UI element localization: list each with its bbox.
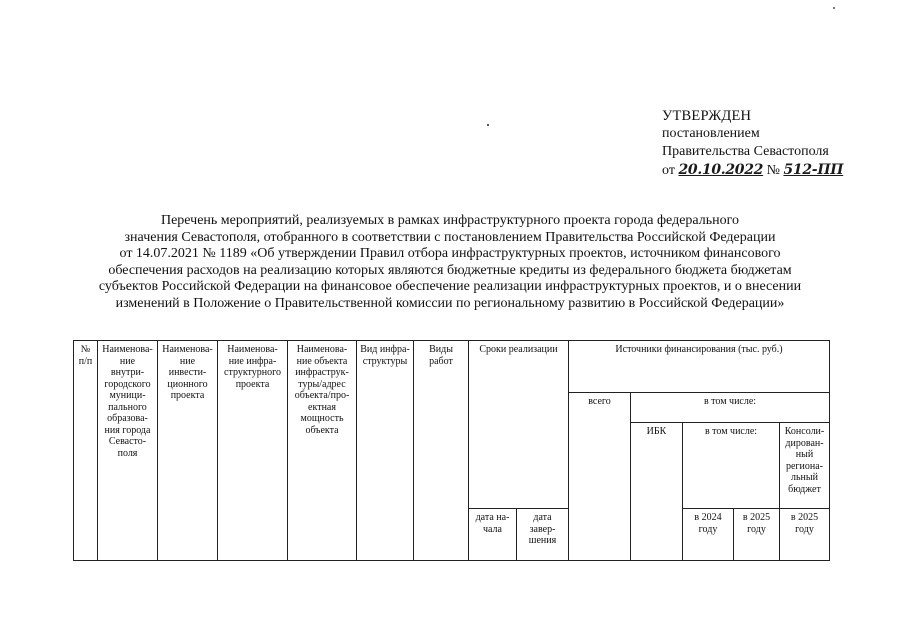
header-terms: Сроки реализации (469, 341, 569, 509)
handwritten-date: 20.10.2022 (678, 162, 764, 178)
header-consolidated-budget: Консоли- дирован- ный региона- льный бюджет (780, 423, 830, 509)
heading-line: от 14.07.2021 № 1189 «Об утверждении Правил отбора инфраструктурных проектов, источником финансового (119, 246, 781, 261)
document-heading (60, 213, 840, 312)
header-consolidated-2025: в 2025 году (780, 509, 830, 561)
header-infra-project: Наименова- ние инфра- структурного проекта (218, 341, 288, 561)
handwritten-number: 512-ПП (783, 162, 844, 178)
header-investment-project: Наименова- ние инвести- ционного проекта (158, 341, 218, 561)
header-including: в том числе: (631, 393, 830, 423)
header-total: всего (569, 393, 631, 561)
header-ibk-including: в том числе: (683, 423, 780, 509)
approval-date-line (662, 161, 897, 180)
heading-line: Перечень мероприятий, реализуемых в рамках инфраструктурного проекта города федерального (160, 213, 740, 228)
measures-table (73, 340, 830, 561)
header-num: № п/п (74, 341, 98, 561)
heading-line: обеспечения расходов на реализацию которых являются бюджетные кредиты из федерального бюджета бюджетам (108, 262, 792, 278)
header-year-2024: в 2024 году (683, 509, 734, 561)
approval-line-1: постановлением (662, 126, 760, 141)
approval-line-2: Правительства Севастополя (662, 144, 829, 159)
header-work-types: Виды работ (414, 341, 469, 561)
header-ibk: ИБК (631, 423, 683, 561)
date-prefix: от (662, 163, 675, 178)
approval-title: УТВЕРЖДЕН (662, 108, 752, 124)
number-prefix: № (766, 163, 780, 178)
header-funding-sources: Источники финансирования (тыс. руб.) (569, 341, 830, 393)
approval-stamp (662, 107, 897, 180)
header-infra-object: Наименова- ние объекта инфраструк- туры/адрес объекта/про- ектная мощность объекта (288, 341, 357, 561)
scan-speck (487, 124, 489, 126)
header-municipality: Наименова- ние внутри- городского муници- пального образова- ния города Севасто- поля (98, 341, 158, 561)
header-infra-type: Вид инфра- структуры (357, 341, 414, 561)
header-start-date: дата на- чала (469, 509, 517, 561)
heading-line: значения Севастополя, отобранного в соответствии с постановлением Правительства Российской Федерации (124, 229, 776, 245)
header-end-date: дата завер- шения (517, 509, 569, 561)
header-year-2025: в 2025 году (734, 509, 780, 561)
heading-line: субъектов Российской Федерации на финансовое обеспечение реализации инфраструктурных проектов, и о внесении (98, 279, 802, 294)
scan-speck (833, 7, 835, 9)
heading-line: изменений в Положение о Правительственной комиссии по региональному развитию в Российской Федерации» (115, 295, 785, 311)
